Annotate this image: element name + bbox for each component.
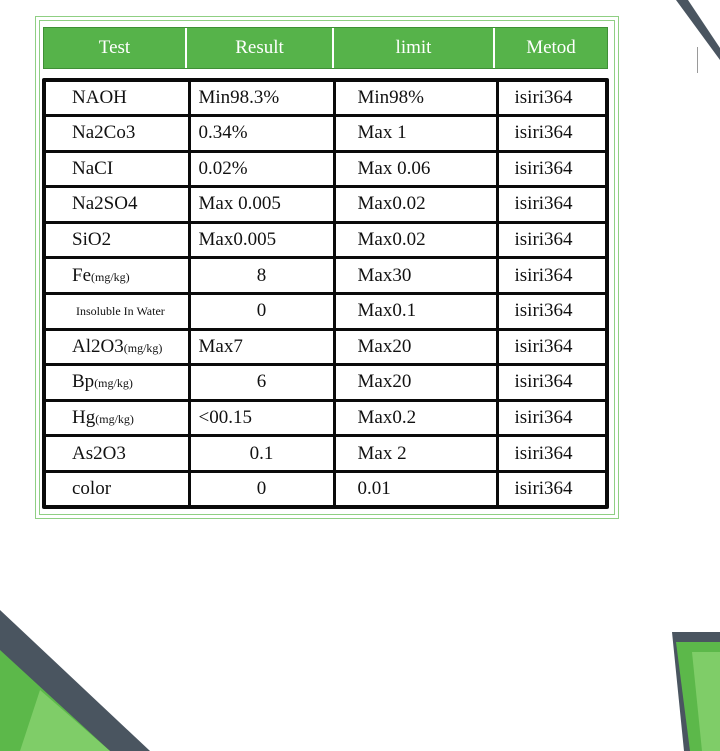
cell-test: [46, 258, 189, 294]
test-name: Hg: [72, 407, 96, 429]
cell-result: 6: [189, 365, 334, 401]
cell-limit: Min98%: [334, 82, 497, 115]
cell-limit: Max 1: [334, 115, 497, 151]
header-result: Result: [187, 28, 334, 68]
cell-result: 8: [189, 258, 334, 294]
cell-test: [46, 82, 189, 115]
table-row: [46, 293, 605, 329]
cell-test: [46, 222, 189, 258]
test-name: SiO2: [72, 229, 112, 251]
cell-test: [46, 329, 189, 365]
cell-method: isiri364: [497, 400, 605, 436]
test-name: color: [72, 477, 112, 499]
cell-method: isiri364: [497, 82, 605, 115]
table-row: [46, 365, 605, 401]
cell-method: isiri364: [497, 187, 605, 223]
cell-method: isiri364: [497, 115, 605, 151]
table-row: [46, 115, 605, 151]
cell-test: [46, 115, 189, 151]
cell-test: [46, 436, 189, 472]
cell-result: Max 0.005: [189, 187, 334, 223]
test-unit: (mg/kg): [123, 340, 163, 355]
test-name: As2O3: [72, 442, 126, 464]
cell-method: isiri364: [497, 329, 605, 365]
test-name: Bp: [72, 371, 95, 393]
cell-limit: Max 2: [334, 436, 497, 472]
cell-method: isiri364: [497, 151, 605, 187]
cell-method: isiri364: [497, 365, 605, 401]
cell-result: 0: [189, 471, 334, 505]
cell-limit: Max20: [334, 329, 497, 365]
table-row: [46, 400, 605, 436]
cell-limit: Max20: [334, 365, 497, 401]
test-unit: (mg/kg): [94, 376, 133, 391]
test-name: Na2SO4: [72, 193, 138, 215]
test-name: NaCI: [72, 157, 114, 179]
test-name: Na2Co3: [72, 122, 136, 144]
cell-limit: Max0.1: [334, 293, 497, 329]
cell-result: 0.1: [189, 436, 334, 472]
table-row: [46, 151, 605, 187]
table-row: [46, 187, 605, 223]
corner-decoration-top-right: [676, 0, 720, 60]
table-row: [46, 222, 605, 258]
cell-result: 0.34%: [189, 115, 334, 151]
cell-limit: Max0.2: [334, 400, 497, 436]
table-row: [46, 471, 605, 505]
divider-line: [697, 47, 698, 73]
cell-test: [46, 400, 189, 436]
table-row: [46, 329, 605, 365]
cell-result: Min98.3%: [189, 82, 334, 115]
test-unit: (mg/kg): [91, 269, 130, 284]
cell-test: [46, 151, 189, 187]
cell-method: isiri364: [497, 222, 605, 258]
cell-limit: Max0.02: [334, 187, 497, 223]
cell-limit: Max0.02: [334, 222, 497, 258]
header-limit: limit: [334, 28, 495, 68]
test-unit: (mg/kg): [95, 412, 134, 427]
test-name: NAOH: [72, 86, 127, 108]
cell-limit: Max30: [334, 258, 497, 294]
cell-test: [46, 187, 189, 223]
header-method: Metod: [526, 37, 576, 58]
cell-result: 0.02%: [189, 151, 334, 187]
cell-test: [46, 365, 189, 401]
cell-result: Max7: [189, 329, 334, 365]
cell-result: Max0.005: [189, 222, 334, 258]
cell-result: 0: [189, 293, 334, 329]
test-name: Insoluble In Water: [76, 303, 165, 318]
cell-test: [46, 471, 189, 505]
header-test: Test: [44, 28, 187, 68]
results-table: [42, 78, 609, 509]
table-header: [43, 27, 608, 69]
test-name: Fe: [72, 264, 91, 286]
cell-method: isiri364: [497, 293, 605, 329]
corner-decoration-bottom-left: [0, 610, 150, 751]
cell-result: <00.15: [189, 400, 334, 436]
cell-test: [46, 293, 189, 329]
corner-decoration-bottom-right: [672, 632, 720, 751]
table-row: [46, 436, 605, 472]
cell-method: isiri364: [497, 471, 605, 505]
cell-method: isiri364: [497, 258, 605, 294]
cell-limit: 0.01: [334, 471, 497, 505]
cell-method: isiri364: [497, 436, 605, 472]
test-name: Al2O3: [72, 335, 124, 357]
table-row: [46, 82, 605, 115]
table-row: [46, 258, 605, 294]
cell-limit: Max 0.06: [334, 151, 497, 187]
